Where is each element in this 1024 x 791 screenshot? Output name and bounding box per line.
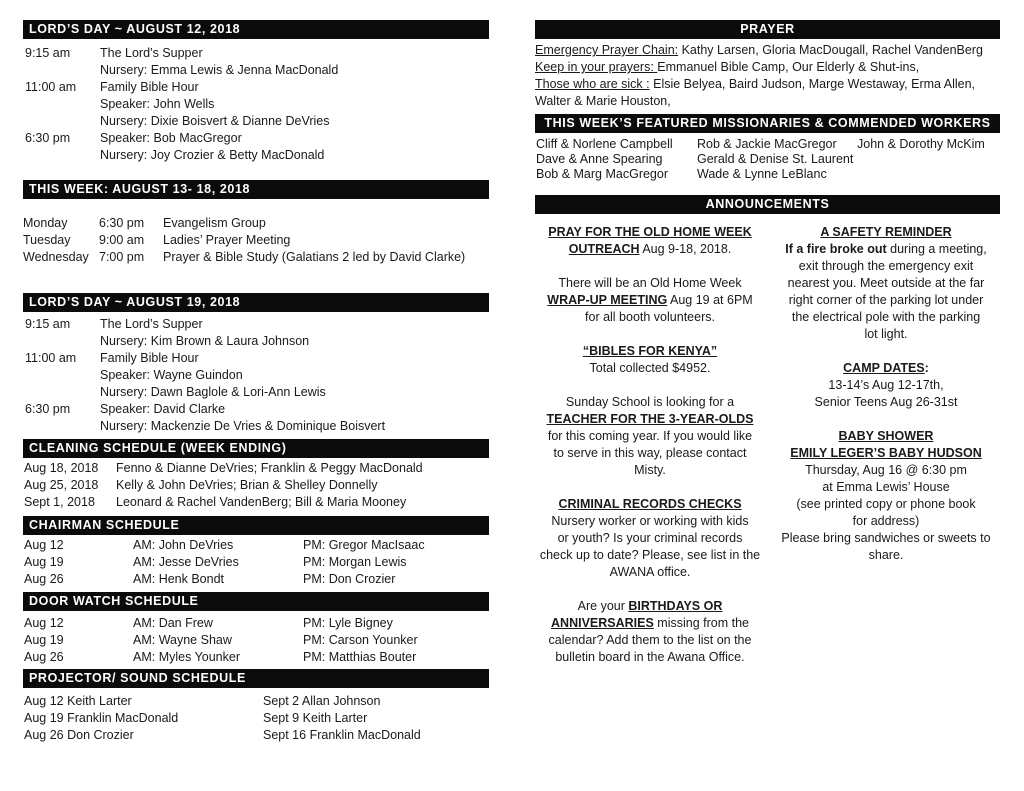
- sick-line: Those who are sick : Elsie Belyea, Baird Judson, Marge Westaway, Erma Allen,: [535, 77, 976, 91]
- this-week-schedule: [23, 215, 489, 266]
- door-watch-row: Aug 26 AM: Myles Younker PM: Matthias Bouter: [24, 650, 417, 664]
- schedule-row: Nursery: Mackenzie De Vries & Dominique Boisvert: [100, 419, 386, 433]
- projector-row: Aug 12 Keith Larter Sept 2 Allan Johnson: [24, 694, 381, 708]
- schedule-row: 11:00 am Family Bible Hour: [25, 351, 199, 365]
- chairman-schedule: [23, 537, 489, 588]
- week-row: Tuesday 9:00 am Ladies’ Prayer Meeting: [23, 233, 291, 247]
- safety-reminder-announcement: A SAFETY REMINDER If a fire broke out during a meeting, exit through the emergency exit nearest you. Meet outside at the far right corner of the parking lot under the electrical pole with the parking lot light.: [785, 225, 987, 341]
- prayer-section: [535, 42, 1000, 110]
- missionary-item: Gerald & Denise St. Laurent: [697, 152, 854, 166]
- sick-line-continued: Walter & Marie Houston,: [535, 94, 671, 108]
- door-watch-row: Aug 12 AM: Dan Frew PM: Lyle Bigney: [24, 616, 393, 630]
- missionaries-column-3: [857, 137, 985, 152]
- chairman-row: Aug 26 AM: Henk Bondt PM: Don Crozier: [24, 572, 396, 586]
- lords-day-aug19-header: LORD’S DAY ~ AUGUST 19, 2018: [23, 293, 489, 312]
- projector-row: Aug 26 Don Crozier Sept 16 Franklin MacDonald: [24, 728, 421, 742]
- birthdays-announcement: Are your BIRTHDAYS OR ANNIVERSARIES missing from the calendar? Add them to the list on the bulletin board in the Awana Office.: [548, 599, 752, 664]
- schedule-row: Nursery: Emma Lewis & Jenna MacDonald: [100, 63, 339, 77]
- cleaning-schedule-header: CLEANING SCHEDULE (WEEK ENDING): [23, 439, 489, 458]
- lords-day-aug19-schedule: [23, 316, 489, 435]
- announcements-right-column: [771, 224, 1001, 581]
- door-watch-schedule: [23, 615, 489, 666]
- schedule-row: Nursery: Dawn Baglole & Lori-Ann Lewis: [100, 385, 326, 399]
- cleaning-row: Sept 1, 2018 Leonard & Rachel VandenBerg; Bill & Maria Mooney: [24, 495, 407, 509]
- schedule-row: Speaker: John Wells: [100, 97, 215, 111]
- right-column: [535, 20, 1000, 664]
- projector-sound-schedule: [23, 693, 489, 744]
- lords-day-aug12-header: LORD’S DAY ~ AUGUST 12, 2018: [23, 20, 489, 39]
- schedule-row: 11:00 am Family Bible Hour: [25, 80, 199, 94]
- schedule-row: 6:30 pm Speaker: David Clarke: [25, 402, 226, 416]
- this-week-header: THIS WEEK: AUGUST 13- 18, 2018: [23, 180, 489, 199]
- missionary-item: Bob & Marg MacGregor: [536, 167, 668, 181]
- missionary-item: Cliff & Norlene Campbell: [536, 137, 673, 151]
- chairman-row: Aug 19 AM: Jesse DeVries PM: Morgan Lewis: [24, 555, 407, 569]
- camp-dates-announcement: CAMP DATES: 13-14’s Aug 12-17th, Senior Teens Aug 26-31st: [814, 361, 958, 409]
- lords-day-aug12-schedule: [23, 45, 489, 164]
- sunday-school-announcement: Sunday School is looking for a TEACHER FOR THE 3-YEAR-OLDS for this coming year. If you would like to serve in this way, please contact Misty.: [546, 395, 754, 477]
- missionary-item: John & Dorothy McKim: [857, 137, 985, 151]
- week-row: Monday 6:30 pm Evangelism Group: [23, 216, 266, 230]
- missionaries-column-1: [536, 137, 673, 182]
- missionaries-column-2: [697, 137, 853, 182]
- old-home-week-announcement: PRAY FOR THE OLD HOME WEEK OUTREACH Aug 9-18, 2018.: [548, 225, 752, 256]
- cleaning-row: Aug 18, 2018 Fenno & Dianne DeVries; Franklin & Peggy MacDonald: [24, 461, 423, 475]
- announcements-header: ANNOUNCEMENTS: [535, 195, 1000, 214]
- keep-in-prayers-line: Keep in your prayers: Emmanuel Bible Camp, Our Elderly & Shut-ins,: [535, 60, 920, 74]
- left-column: [23, 20, 489, 744]
- prayer-chain-line: Emergency Prayer Chain: Kathy Larsen, Gloria MacDougall, Rachel VandenBerg: [535, 43, 983, 57]
- schedule-row: 9:15 am The Lord’s Supper: [25, 46, 203, 60]
- criminal-records-announcement: CRIMINAL RECORDS CHECKS Nursery worker or working with kids or youth? Is your criminal records check up to date? Please, see list in the AWANA office.: [539, 497, 761, 579]
- cleaning-row: Aug 25, 2018 Kelly & John DeVries; Brian & Shelley Donnelly: [24, 478, 378, 492]
- missionaries-list: [535, 137, 1000, 191]
- bibles-for-kenya-announcement: “BIBLES FOR KENYA” Total collected $4952.: [582, 344, 718, 375]
- missionaries-header: THIS WEEK’S FEATURED MISSIONARIES & COMMENDED WORKERS: [535, 114, 1000, 133]
- schedule-row: Nursery: Joy Crozier & Betty MacDonald: [100, 148, 325, 162]
- baby-shower-announcement: BABY SHOWER EMILY LEGER’S BABY HUDSON Thursday, Aug 16 @ 6:30 pm at Emma Lewis’ House (see printed copy or phone book for address) Please bring sandwiches or sweets to share.: [781, 429, 991, 562]
- schedule-row: 9:15 am The Lord’s Supper: [25, 317, 203, 331]
- chairman-schedule-header: CHAIRMAN SCHEDULE: [23, 516, 489, 535]
- prayer-header: PRAYER: [535, 20, 1000, 39]
- schedule-row: 6:30 pm Speaker: Bob MacGregor: [25, 131, 242, 145]
- projector-sound-schedule-header: PROJECTOR/ SOUND SCHEDULE: [23, 669, 489, 688]
- schedule-row: Nursery: Kim Brown & Laura Johnson: [100, 334, 310, 348]
- missionary-item: Dave & Anne Spearing: [536, 152, 663, 166]
- week-row: Wednesday 7:00 pm Prayer & Bible Study (Galatians 2 led by David Clarke): [23, 250, 466, 264]
- schedule-row: Speaker: Wayne Guindon: [100, 368, 243, 382]
- wrap-up-meeting-announcement: There will be an Old Home Week WRAP-UP MEETING Aug 19 at 6PM for all booth volunteers.: [547, 276, 753, 324]
- missionary-item: Wade & Lynne LeBlanc: [697, 167, 827, 181]
- announcements-left-column: [535, 224, 765, 683]
- schedule-row: Nursery: Dixie Boisvert & Dianne DeVries: [100, 114, 330, 128]
- door-watch-row: Aug 19 AM: Wayne Shaw PM: Carson Younker: [24, 633, 418, 647]
- chairman-row: Aug 12 AM: John DeVries PM: Gregor MacIsaac: [24, 538, 425, 552]
- cleaning-schedule: [23, 460, 489, 511]
- missionary-item: Rob & Jackie MacGregor: [697, 137, 837, 151]
- door-watch-schedule-header: DOOR WATCH SCHEDULE: [23, 592, 489, 611]
- projector-row: Aug 19 Franklin MacDonald Sept 9 Keith Larter: [24, 711, 368, 725]
